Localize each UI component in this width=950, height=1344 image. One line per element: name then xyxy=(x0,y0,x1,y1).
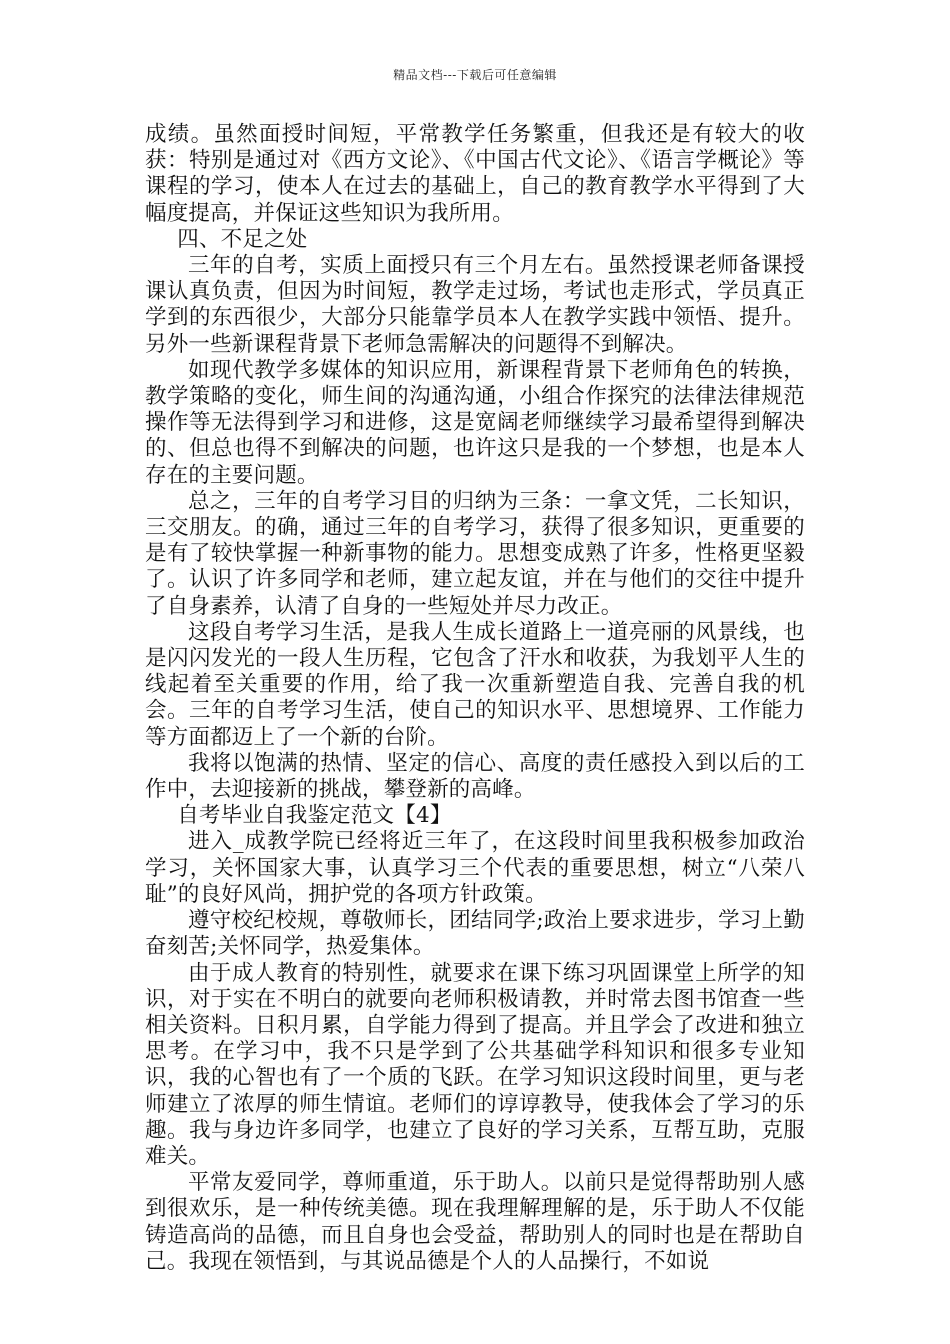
paragraph: 进入_成教学院已经将近三年了，在这段时间里我积极参加政治学习，关怀国家大事，认真学习三个代表的重要思想，树立“八荣八耻”的良好风尚，拥护党的各项方针政策。 xyxy=(145,829,805,907)
paragraph: 由于成人教育的特别性，就要求在课下练习巩固课堂上所学的知识，对于实在不明白的就要向老师积极请教，并时常去图书馆查一些相关资料。日积月累，自学能力得到了提高。并且学会了改进和独立思考。在学习中，我不只是学到了公共基础学科知识和很多专业知识，我的心智也有了一个质的飞跃。在学习知识这段时间里，更与老师建立了浓厚的师生情谊。老师们的谆谆教导，使我体会了学习的乐趣。我与身边许多同学，也建立了良好的学习关系，互帮互助，克服难关。 xyxy=(145,960,805,1169)
paragraph: 三年的自考，实质上面授只有三个月左右。虽然授课老师备课授课认真负责，但因为时间短，教学走过场，考试也走形式，学员真正学到的东西很少，大部分只能靠学员本人在教学实践中领悟、提升。另外一些新课程背景下老师急需解决的问题得不到解决。 xyxy=(145,253,805,357)
paragraph: 成绩。虽然面授时间短，平常教学任务繁重，但我还是有较大的收获：特别是通过对《西方文论》、《中国古代文论》、《语言学概论》等课程的学习，使本人在过去的基础上，自己的教育教学水平得到了大幅度提高，并保证这些知识为我所用。 xyxy=(145,122,805,226)
paragraph: 我将以饱满的热情、坚定的信心、高度的责任感投入到以后的工作中，去迎接新的挑战，攀登新的高峰。 xyxy=(145,750,805,803)
page-header: 精品文档---下载后可任意编辑 xyxy=(393,68,557,82)
section-heading: 自考毕业自我鉴定范文【4】 xyxy=(177,803,452,829)
paragraph: 这段自考学习生活，是我人生成长道路上一道亮丽的风景线，也是闪闪发光的一段人生历程，它包含了汗水和收获，为我划平人生的线起着至关重要的作用，给了我一次重新塑造自我、完善自我的机会。三年的自考学习生活，使自己的知识水平、思想境界、工作能力等方面都迈上了一个新的台阶。 xyxy=(145,619,805,750)
paragraph: 总之，三年的自考学习目的归纳为三条：一拿文凭，二长知识，三交朋友。的确，通过三年的自考学习，获得了很多知识，更重要的是有了较快掌握一种新事物的能力。思想变成熟了许多，性格更坚毅了。认识了许多同学和老师，建立起友谊，并在与他们的交往中提升了自身素养，认清了自身的一些短处并尽力改正。 xyxy=(145,488,805,619)
paragraph: 平常友爱同学，尊师重道，乐于助人。以前只是觉得帮助别人感到很欢乐，是一种传统美德。现在我理解理解的是，乐于助人不仅能铸造高尚的品德，而且自身也会受益，帮助别人的同时也是在帮助自己。我现在领悟到，与其说品德是个人的人品操行，不如说 xyxy=(145,1170,805,1274)
section-heading: 四、不足之处 xyxy=(177,226,308,252)
paragraph: 遵守校纪校规，尊敬师长，团结同学;政治上要求进步，学习上勤奋刻苦;关怀同学，热爱集体。 xyxy=(145,908,805,960)
document-body xyxy=(145,122,805,1275)
paragraph: 如现代教学多媒体的知识应用，新课程背景下老师角色的转换，教学策略的变化，师生间的沟通沟通，小组合作探究的法律法律规范操作等无法得到学习和进修，这是宽阔老师继续学习最希望得到解决的、但总也得不到解决的问题，也许这只是我的一个梦想，也是本人存在的主要问题。 xyxy=(145,357,805,488)
